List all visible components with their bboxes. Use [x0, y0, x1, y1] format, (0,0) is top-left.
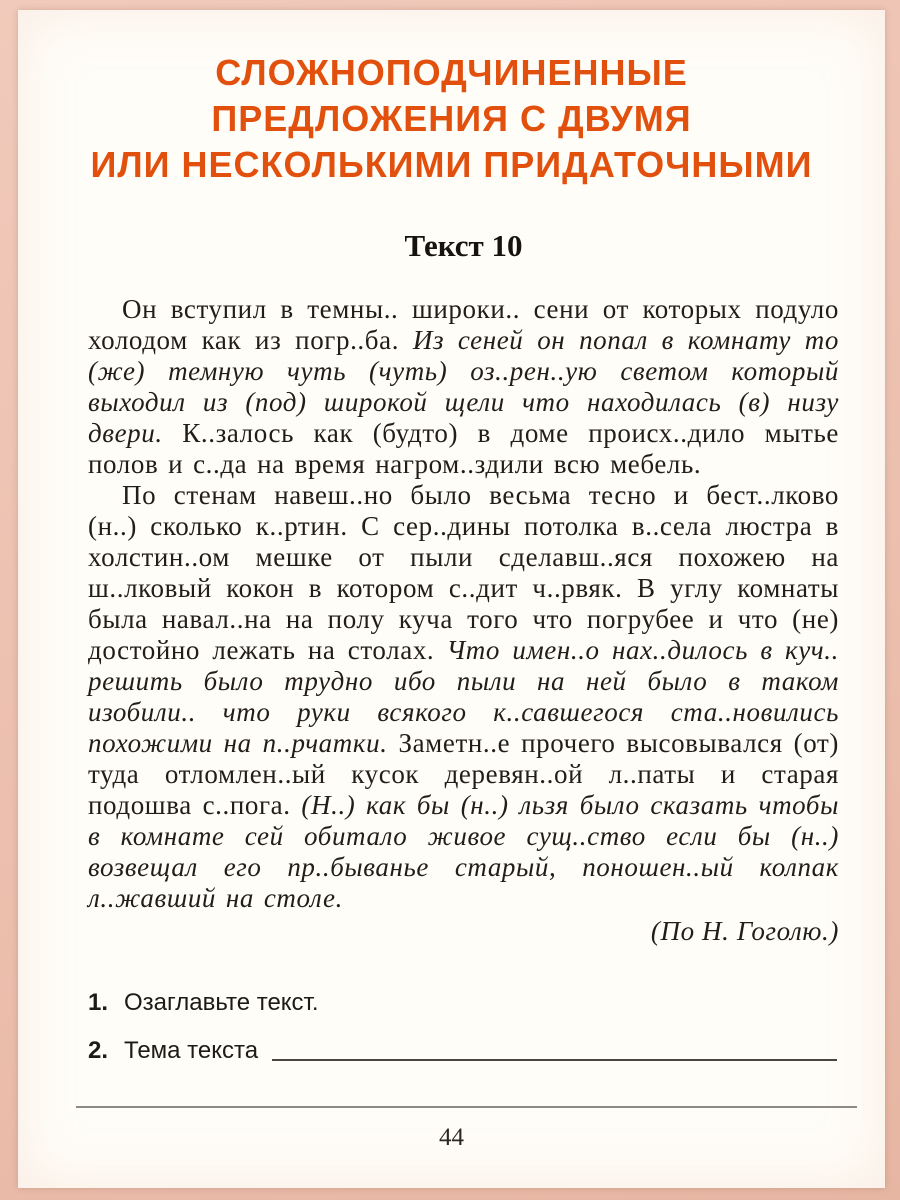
chapter-title-line-1: СЛОЖНОПОДЧИНЕННЫЕ — [215, 52, 688, 93]
chapter-title-line-3: ИЛИ НЕСКОЛЬКИМИ ПРИДАТОЧНЫМИ — [90, 144, 813, 185]
text-segment-italic: Из сеней он попал в комнату то (же) темную чуть (чуть) оз..рен..ую светом который выходил из (под) широкой щели что находилась (в) низу двери. — [88, 325, 839, 448]
paragraph — [88, 294, 839, 480]
task-item-2 — [88, 1037, 839, 1065]
text-segment-normal: По стенам навеш..но было весьма тесно и бест..лково (н..) сколько к..ртин. С сер..дины потолка в..села люстра в холстин..ом мешке от пыли сделавш..яся похожею на ш..лковый кокон в котором с..дит ч..рвяк. В углу комнаты была навал..на на полу куча того что погрубее и что (не) достойно лежать на столах. — [88, 480, 839, 665]
page-number: 44 — [439, 1124, 464, 1151]
answer-line — [272, 1059, 837, 1061]
paragraph — [88, 480, 839, 914]
workbook-page — [18, 10, 885, 1188]
section-heading: Текст 10 — [404, 228, 523, 263]
footer-divider — [76, 1106, 857, 1108]
task-label: Тема текста — [124, 1037, 259, 1064]
text-segment-italic: (Н..) как бы (н..) льзя было сказать чтобы в комнате сей обитало живое сущ..ство если бы (н..) возвещал его пр..быванье старый, поношен..ый колпак л..жавший на столе. — [88, 790, 839, 913]
task-label: Озаглавьте текст. — [124, 989, 319, 1016]
tasks-list — [88, 989, 839, 1065]
task-item-1 — [88, 989, 839, 1017]
task-number: 2. — [88, 1037, 109, 1064]
text-segment-normal: Заметн..е прочего высовывался (от) туда отломлен..ый кусок деревян..ой л..паты и старая подошва с..пога. — [88, 728, 839, 820]
text-segment-normal: К..залось как (будто) в доме происх..дило мытье полов и с..да на время нагром..здили всю мебель. — [88, 418, 840, 479]
attribution: (По Н. Гоголю.) — [650, 916, 839, 946]
text-segment-italic: Что имен..о нах..дилось в куч.. решить было трудно ибо пыли на ней было в таком изобили.. что руки всякого к..савшегося ста..новились похожими на п..рчатки. — [88, 635, 839, 758]
chapter-title-line-2: ПРЕДЛОЖЕНИЯ С ДВУМЯ — [211, 98, 692, 139]
text-segment-normal: Он вступил в темны.. широки.. сени от которых подуло холодом как из погр..ба. — [88, 294, 839, 355]
chapter-title — [26, 50, 877, 188]
task-number: 1. — [88, 989, 109, 1016]
text-body — [88, 294, 839, 914]
